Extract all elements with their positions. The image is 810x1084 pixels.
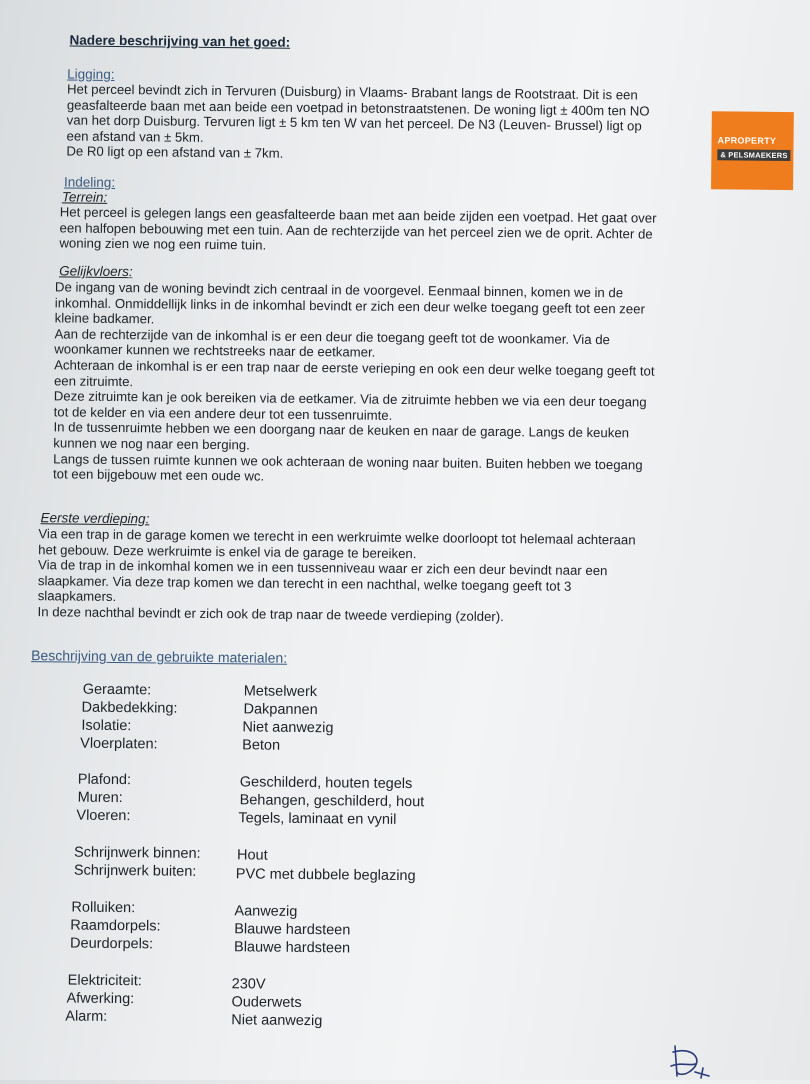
ligging-text: Het perceel bevindt zich in Tervuren (Duisburg) in Vlaams- Brabant langs de Rootstraat. Dit is een geasfalteerde baan met aan beide een voetpad in betonstraatstenen. De woning ligt ± 400m ten NO van het dorp Duisburg. Tervuren ligt ± 5 km ten W van het perceel. De N3 (Leuven- Brussel) ligt op een afstand van ± 5km. De R0 ligt op een afstand van ± 7km. xyxy=(66,81,650,162)
terrein-text: Het perceel is gelegen langs een geasfalteerde baan met aan beide zijden een voetpad. Het gaat over een halfopen bebouwing met een tuin. Aan de rechterzijde van het perceel zien we de oprit. Achter de woning zien we nog een ruime tuin. xyxy=(59,204,657,253)
material-value: Blauwe hardsteen xyxy=(233,939,351,957)
terrein-heading: Terrein: xyxy=(61,189,108,205)
material-value: Dakpannen xyxy=(243,701,318,719)
material-value: Hout xyxy=(236,847,268,864)
indeling-heading: Indeling: xyxy=(63,174,116,190)
material-label: Dakbedekking: xyxy=(81,699,178,717)
material-value: 230V xyxy=(231,976,266,993)
gelijkvloers-heading: Gelijkvloers: xyxy=(59,263,133,280)
material-value: Metselwerk xyxy=(243,683,318,701)
material-label: Schrijnwerk buiten: xyxy=(73,862,197,880)
material-label: Elektriciteit: xyxy=(67,972,142,990)
material-value: Beton xyxy=(242,737,281,754)
ligging-heading: Ligging: xyxy=(67,66,115,82)
material-label: Plafond: xyxy=(77,771,132,789)
logo-line-2: & PELSMAEKERS xyxy=(717,149,790,161)
company-logo xyxy=(711,111,794,190)
eerste-verdieping-heading: Eerste verdieping: xyxy=(40,510,150,527)
material-value: Aanwezig xyxy=(234,903,298,920)
materialen-heading: Beschrijving van de gebruikte materialen: xyxy=(31,647,288,666)
material-label: Geraamte: xyxy=(82,681,152,699)
material-label: Alarm: xyxy=(65,1008,108,1025)
material-label: Vloeren: xyxy=(76,807,131,825)
material-value: Geschilderd, houten tegels xyxy=(239,774,413,793)
document-title: Nadere beschrijving van het goed: xyxy=(69,32,291,50)
eerste-verdieping-text: Via een trap in de garage komen we terecht in een werkruimte welke doorloopt tot helemaal achteraan het gebouw. Deze werkruimte is enkel via de garage te bereiken. Via de trap in de inkomhal komen we in een tussenniveau waar er zich een deur bevindt naar een slaapkamer. Via deze trap komen we dan terecht in een nachthal, welke toegang geeft tot 3 slaapkamers. In deze nachthal bevindt er zich ook de trap naar de tweede verdieping (zolder). xyxy=(37,526,636,625)
material-label: Isolatie: xyxy=(81,717,132,735)
material-label: Muren: xyxy=(77,789,123,807)
material-label: Afwerking: xyxy=(66,990,135,1008)
material-label: Vloerplaten: xyxy=(80,735,158,753)
material-value: Ouderwets xyxy=(231,994,302,1011)
material-label: Raamdorpels: xyxy=(70,917,161,935)
logo-line-1: APROPERTY xyxy=(717,135,777,146)
material-label: Schrijnwerk binnen: xyxy=(73,844,201,862)
material-value: PVC met dubbele beglazing xyxy=(235,866,416,885)
material-label: Deurdorpels: xyxy=(70,935,154,953)
material-value: Niet aanwezig xyxy=(231,1012,323,1030)
signature-icon xyxy=(665,1042,725,1080)
material-value: Tegels, laminaat en vynil xyxy=(238,810,397,828)
material-value: Niet aanwezig xyxy=(242,719,334,737)
gelijkvloers-text: De ingang van de woning bevindt zich centraal in de voorgevel. Eenmaal binnen, komen we in de inkomhal. Onmiddellijk links in de inkomhal bevindt er zich een deur welke toegang geeft tot een zeer kleine badkamer. Aan de rechterzijde van de inkomhal is er een deur die toegang geeft tot de woonkamer. Via de woonkamer kunnen we rechtstreeks naar de eetkamer. Achteraan de inkomhal is er een trap naar de eerste verieping en ook een deur welke toegang geeft tot een zitruimte. Deze zitruimte kan je ook bereiken via de eetkamer. Via de zitruimte hebben we via een deur toegang tot de kelder en via een andere deur tot een tussenruimte. In de tussenruimte hebben we een doorgang naar de keuken en naar de garage. Langs de keuken kunnen we nog naar een berging. Langs de tussen ruimte kunnen we ook achteraan de woning naar buiten. Buiten hebben we toegang tot een bijgebouw met een oude wc. xyxy=(52,279,655,484)
material-value: Blauwe hardsteen xyxy=(234,921,351,939)
material-value: Behangen, geschilderd, hout xyxy=(239,792,425,811)
material-label: Rolluiken: xyxy=(71,899,136,917)
